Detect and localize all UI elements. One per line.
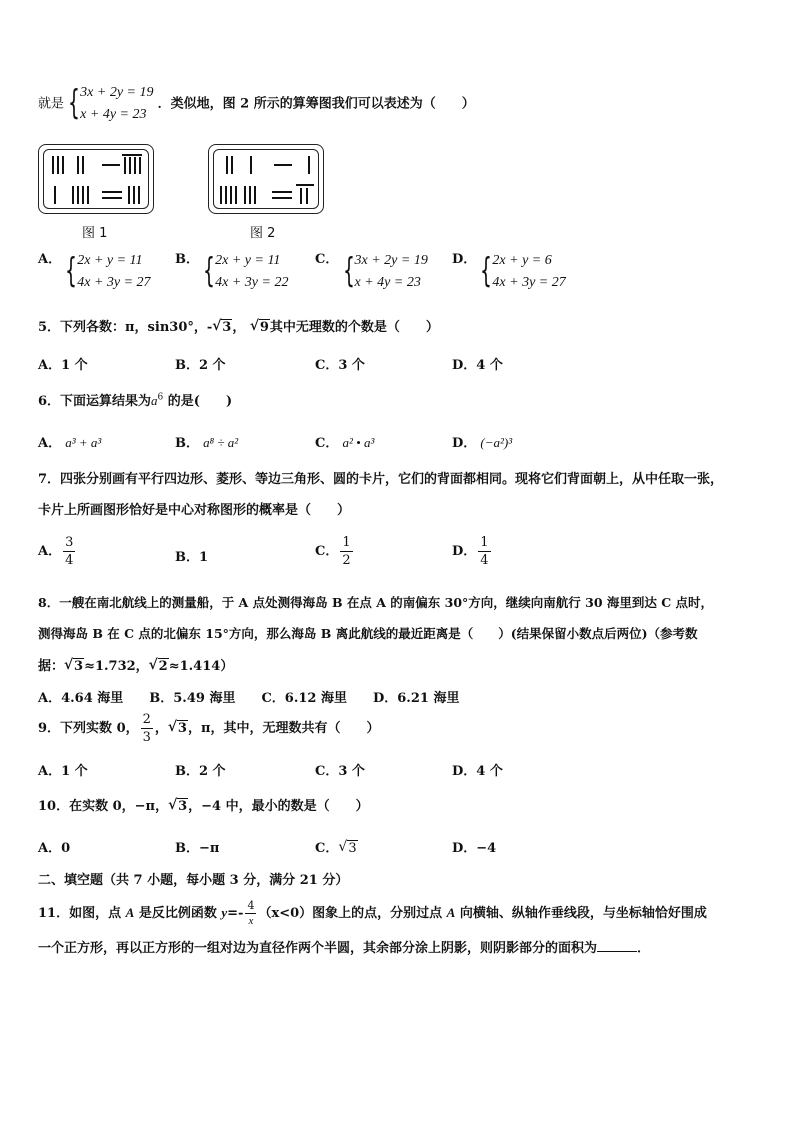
q6-option-a: A． a³ + a³ [38,435,102,451]
intro-eq2: x + 4y = 23 [80,107,147,122]
intro-prefix: 就是 [38,96,65,112]
q4-option-d: D． { 2x + y = 6 4x + 3y = 27 [452,250,566,294]
figure-2-caption: 图 2 [250,226,276,241]
q9-stem: 9．下列实数 0， $\frac{2}{3}$ ，√ 3，π，其中，无理数共有（ ） [38,713,379,744]
q10-option-d: D．−4 [452,841,497,856]
q7-option-d: D． $\frac{1}{4}$ [452,535,489,568]
section-2-title: 二、填空题（共 7 小题，每小题 3 分，满分 21 分） [38,873,349,888]
q7-option-a: A． $\frac{3}{4}$ [38,535,74,568]
intro-system: { 3x + 2y = 19 x + 4y = 23 [68,82,153,126]
q5-option-c: C．3 个 [315,358,365,373]
q10-option-b: B．−π [175,841,220,856]
q8-stem-line2: 测得海岛 B 在 C 点的北偏东 15°方向，那么海岛 B 离此航线的最近距离是（ ）(结果保留小数点后两位)（参考数 [38,626,698,641]
intro-eq1: 3x + 2y = 19 [80,85,154,100]
q4-b-system: { 2x + y = 11 4x + 3y = 22 [203,251,289,291]
q11-stem-line2: 一个正方形，再以正方形的一组对边为直径作两个半圆，其余部分涂上阴影，则阴影部分的面积为 ． [38,941,651,956]
intro-suffix: ．类似地，图 2 所示的算筹图我们可以表述为（ ） [157,96,475,112]
sqrt-3: √ 3 [168,799,188,814]
q5-option-a: A．1 个 [38,358,88,373]
q4-c-system: { 3x + 2y = 19 x + 4y = 23 [342,251,428,291]
sqrt-3: √ 3 [64,659,84,674]
q8-options: A．4.64 海里 B．5.49 海里 C．6.12 海里 D．6.21 海里 [38,691,460,706]
q10-option-c: C．√ 3 [315,837,358,856]
sqrt-3: √ 3 [212,320,232,335]
q4-option-c: C． { 3x + 2y = 19 x + 4y = 23 [315,250,428,294]
q7-stem-line2: 卡片上所画图形恰好是中心对称图形的概率是（ ） [38,503,351,518]
figure-1-counting-rods [38,144,154,214]
q4-option-a: A． { 2x + y = 11 4x + 3y = 27 [38,250,151,294]
q6-option-c: C． a² • a³ [315,435,375,451]
q9-option-b: B．2 个 [175,764,226,779]
q6-stem: 6．下面运算结果为$a^6$ 的是( ) [38,392,233,409]
q7-stem-line1: 7．四张分别画有平行四边形、菱形、等边三角形、圆的卡片，它们的背面都相同。现将它们背面朝上，从中任取一张， [38,472,724,487]
q5-option-b: B．2 个 [175,358,226,373]
q9-option-d: D．4 个 [452,764,503,779]
q7-option-b: B．1 [175,550,209,565]
answer-blank[interactable] [597,951,637,952]
q8-stem-line3: 据：√ 3≈1.732，√ 2≈1.414） [38,655,233,674]
q10-stem: 10．在实数 0，−π，√ 3，−4 中，最小的数是（ ） [38,795,369,814]
sqrt-2: √ 2 [149,659,169,674]
q4-a-system: { 2x + y = 11 4x + 3y = 27 [65,251,151,291]
q7-option-c: C． $\frac{1}{2}$ [315,535,351,568]
q5-option-d: D．4 个 [452,358,503,373]
figure-1-caption: 图 1 [82,226,108,241]
sqrt-9: √ 9 [250,320,270,335]
sqrt-3: √ 3 [168,721,188,736]
q8-stem-line1: 8．一艘在南北航线上的测量船，于 A 点处测得海岛 B 在点 A 的南偏东 30°方向，继续向南航行 30 海里到达 C 点时， [38,595,714,610]
sqrt-3: √ 3 [338,841,357,856]
q4-option-b: B． { 2x + y = 11 4x + 3y = 22 [175,250,288,294]
q9-option-c: C．3 个 [315,764,365,779]
figure-2-counting-rods [208,144,324,214]
q9-option-a: A．1 个 [38,764,88,779]
q4-d-system: { 2x + y = 6 4x + 3y = 27 [480,251,566,291]
intro-line [38,82,475,126]
q6-option-d: D． (−a²)³ [452,435,513,451]
q5-stem: 5．下列各数：π，sin30°，-√ 3， √ 9其中无理数的个数是（ ） [38,316,439,335]
q10-option-a: A．0 [38,841,71,856]
q6-option-b: B． a⁸ ÷ a² [175,435,239,451]
q11-stem-line1: 11．如图，点 A 是反比例函数 y=- $\frac{4}{x}$ （x<0）图象上的点，分别过点 A 向横轴、纵轴作垂线段，与坐标轴恰好围成 [38,899,707,927]
